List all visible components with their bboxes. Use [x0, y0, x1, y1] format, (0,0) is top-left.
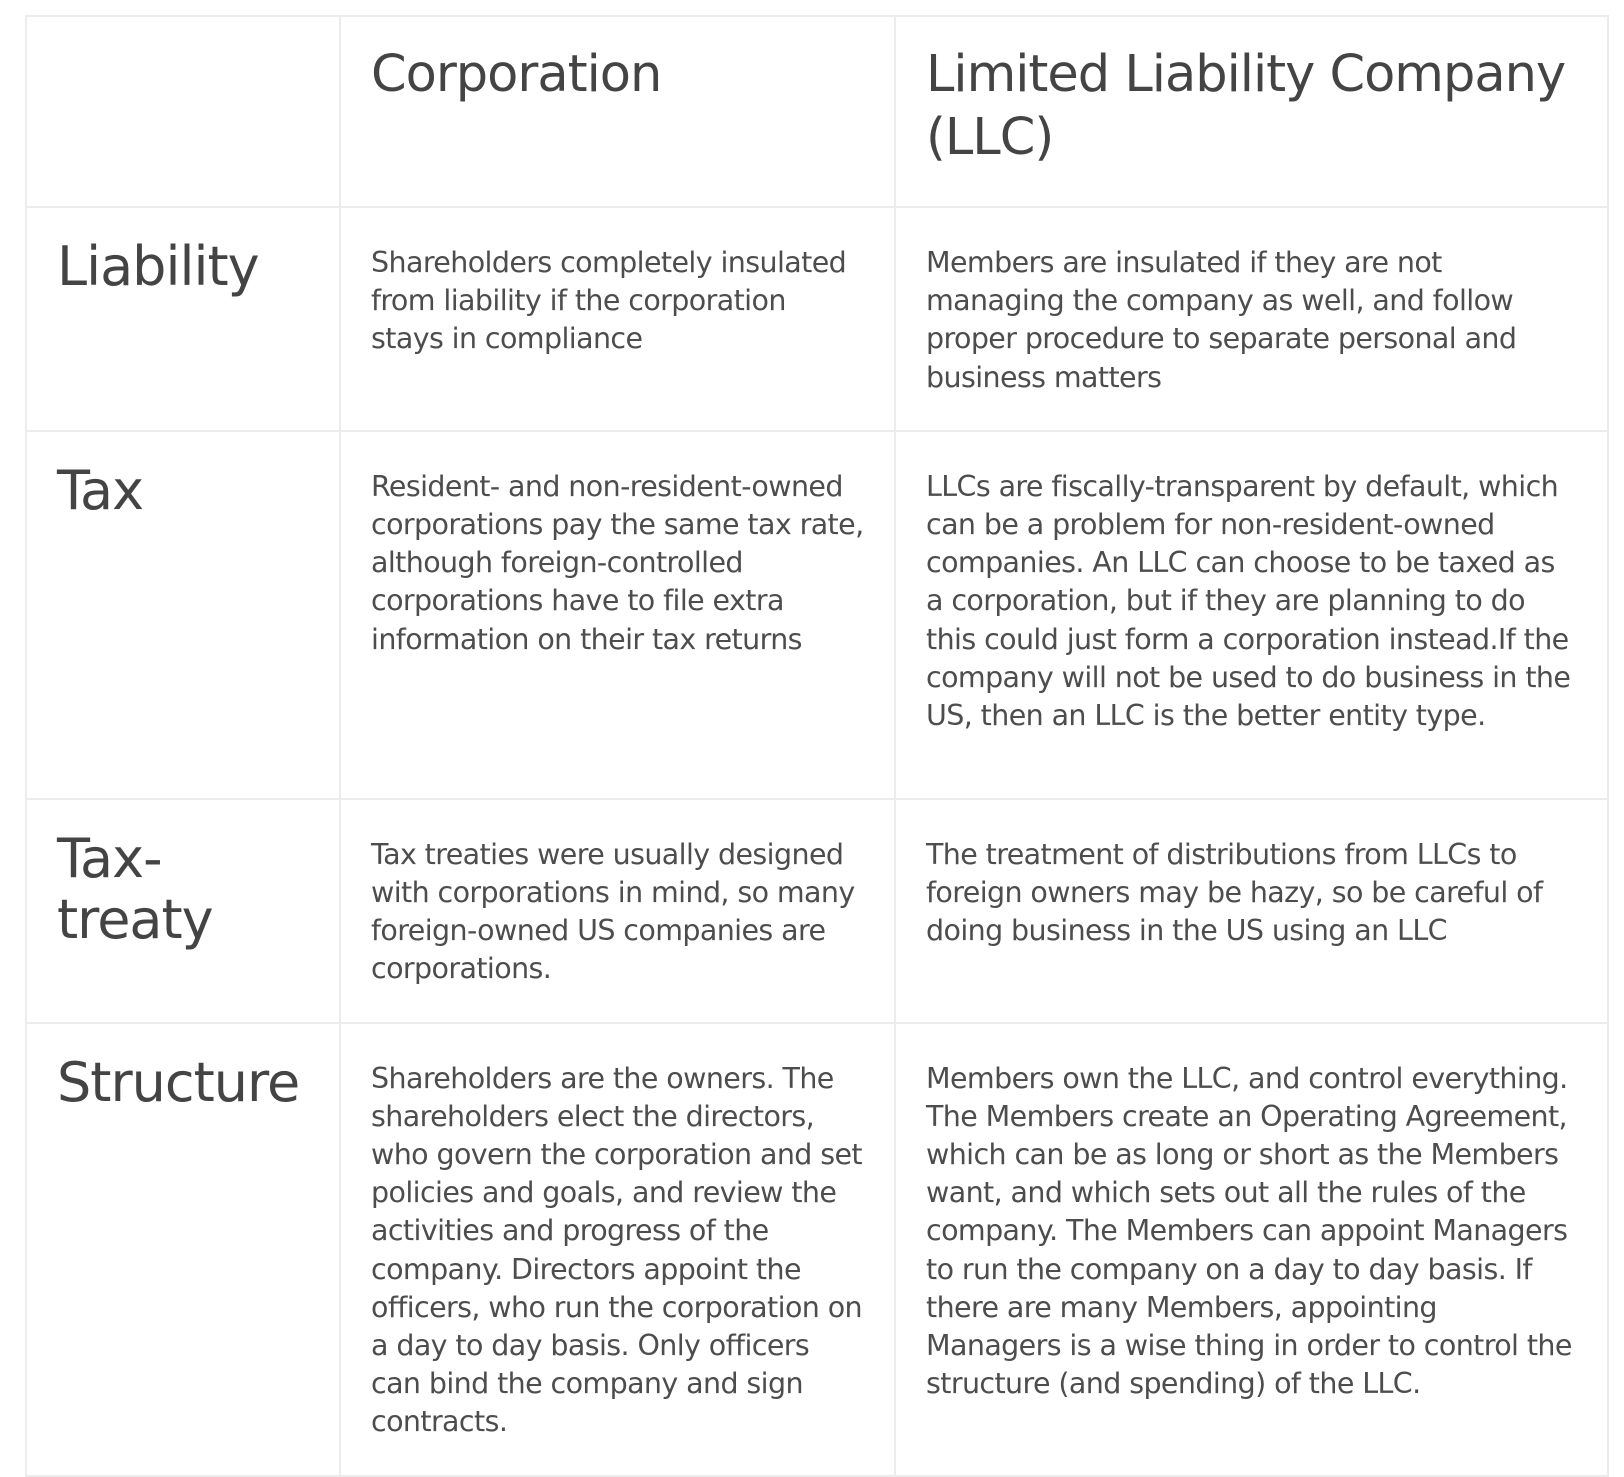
- cell-corporation-structure: Shareholders are the owners. The shareholders elect the directors, who govern the corporation and set policies and goals, and review the activities and progress of the company. Directors appoint the officers, who run the corporation on a day to day basis. Only officers can bind the company and sign contracts.: [340, 1023, 895, 1476]
- table-row: [26, 431, 1608, 799]
- cell-corporation-liability: Shareholders completely insulated from liability if the corporation stays in compliance: [340, 207, 895, 431]
- comparison-table: [25, 15, 1609, 1477]
- row-label-structure: Structure: [26, 1023, 340, 1476]
- row-label-tax: Tax: [26, 431, 340, 799]
- row-label-tax-treaty: Tax-treaty: [26, 799, 340, 1023]
- row-label-liability: Liability: [26, 207, 340, 431]
- table-row: [26, 207, 1608, 431]
- cell-llc-tax: LLCs are fiscally-transparent by default, which can be a problem for non-resident-owned companies. An LLC can choose to be taxed as a corporation, but if they are planning to do this could just form a corporation instead.If the company will not be used to do business in the US, then an LLC is the better entity type.: [895, 431, 1608, 799]
- cell-corporation-tax-treaty: Tax treaties were usually designed with corporations in mind, so many foreign-owned US companies are corporations.: [340, 799, 895, 1023]
- header-corporation: Corporation: [340, 16, 895, 207]
- cell-llc-liability: Members are insulated if they are not managing the company as well, and follow proper procedure to separate personal and business matters: [895, 207, 1608, 431]
- cell-llc-structure: Members own the LLC, and control everything. The Members create an Operating Agreement, which can be as long or short as the Members want, and which sets out all the rules of the company. The Members can appoint Managers to run the company on a day to day basis. If there are many Members, appointing Managers is a wise thing in order to control the structure (and spending) of the LLC.: [895, 1023, 1608, 1476]
- table-row: [26, 799, 1608, 1023]
- header-llc: Limited Liability Company (LLC): [895, 16, 1608, 207]
- cell-corporation-tax: Resident- and non-resident-owned corporations pay the same tax rate, although foreign-controlled corporations have to file extra information on their tax returns: [340, 431, 895, 799]
- header-row: [26, 16, 1608, 207]
- table-row: [26, 1023, 1608, 1476]
- header-empty-cell: [26, 16, 340, 207]
- cell-llc-tax-treaty: The treatment of distributions from LLCs to foreign owners may be hazy, so be careful of doing business in the US using an LLC: [895, 799, 1608, 1023]
